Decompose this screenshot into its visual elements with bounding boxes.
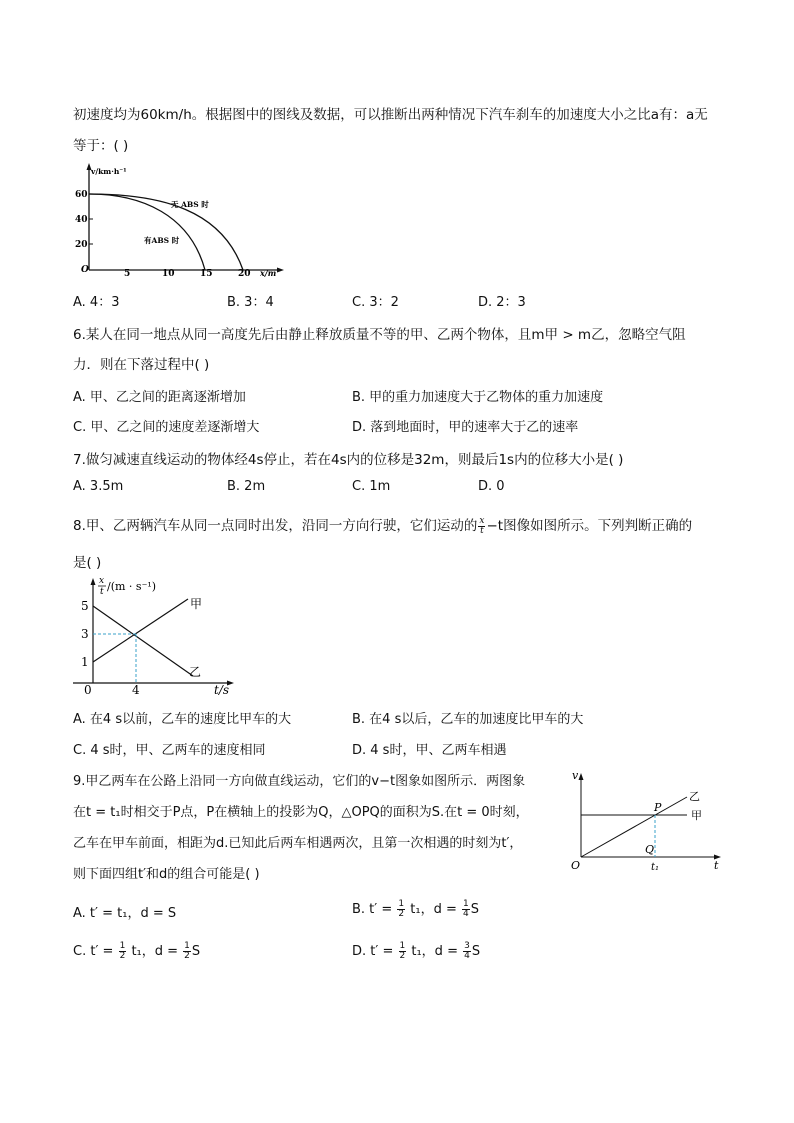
q8-xlabel: t/s (214, 683, 230, 697)
q9-option-d-post: S (471, 944, 481, 959)
q9-v-arrow (579, 773, 584, 780)
q9-vt-graph (567, 767, 730, 875)
q9-t1: t₁ (651, 862, 660, 873)
q9-point-q: Q (645, 843, 655, 856)
q9-option-b-mid: t₁，d = (410, 902, 457, 917)
q6-option-b[interactable]: B. 甲的重力加速度大于乙物体的重力加速度 (352, 390, 604, 405)
q6-stem-line2: 力．则在下落过程中( ) (73, 357, 210, 373)
q8-stem-line2: 是( ) (73, 555, 102, 571)
q9-tlabel: t (714, 859, 719, 872)
q5-xtick-15: 15 (200, 269, 213, 279)
q9-option-b[interactable] (352, 898, 479, 919)
q5-x-arrow (277, 268, 284, 273)
q9-line-yi (581, 797, 687, 857)
q5-ytick-40: 40 (75, 215, 88, 225)
q9-option-c[interactable] (73, 940, 200, 961)
q8-stem-fraction (478, 517, 485, 536)
q8-label-jia: 甲 (190, 597, 203, 611)
q7-option-a[interactable]: A. 3.5m (73, 479, 124, 494)
q5-origin: O (81, 265, 89, 275)
q9-vlabel: v (572, 769, 579, 782)
q8-line-yi (93, 606, 193, 676)
q9-option-d-frac2: $\frac{3}{4}$ (464, 941, 470, 961)
q5-stem-line2: 等于：( ) (73, 138, 129, 154)
q6-stem-line1: 6.某人在同一地点从同一高度先后由静止释放质量不等的甲、乙两个物体，且m甲 > m乙，忽略空气阻 (73, 327, 686, 343)
q9-option-d-mid: t₁，d = (411, 944, 458, 959)
q5-velocity-displacement-graph (72, 160, 292, 280)
q9-option-b-post: S (470, 902, 480, 917)
q9-option-b-frac2: $\frac{1}{4}$ (463, 899, 469, 919)
q8-ylabel: /(m · s⁻¹) (107, 580, 157, 593)
q8-ytick-1: 1 (81, 655, 89, 669)
q7-option-d[interactable]: D. 0 (478, 479, 505, 494)
q8-stem-part1: 8.甲、乙两辆汽车从同一点同时出发，沿同一方向行驶，它们运动的 (73, 518, 478, 534)
q9-stem-line1: 9.甲乙两车在公路上沿同一方向做直线运动，它们的v−t图象如图所示．两图象 (73, 774, 526, 789)
q6-option-c[interactable]: C. 甲、乙之间的速度差逐渐增大 (73, 420, 260, 435)
q7-option-c[interactable]: C. 1m (352, 479, 391, 494)
q8-frac-den: t (480, 525, 484, 536)
q5-option-c[interactable]: C. 3：2 (352, 295, 399, 310)
q7-stem: 7.做匀减速直线运动的物体经4s停止，若在4s内的位移是32m，则最后1s内的位移大小是( ) (73, 452, 624, 468)
q8-label-yi: 乙 (189, 665, 202, 679)
q8-ytick-3: 3 (81, 627, 89, 641)
q5-option-b[interactable]: B. 3：4 (227, 295, 274, 310)
q8-option-b[interactable]: B. 在4 s以后，乙车的加速度比甲车的大 (352, 712, 584, 727)
q5-ytick-60: 60 (75, 190, 88, 200)
q6-option-a[interactable]: A. 甲、乙之间的距离逐渐增加 (73, 390, 246, 405)
q5-ylabel: v/km·h⁻¹ (91, 167, 127, 176)
q5-xtick-5: 5 (124, 269, 131, 279)
q8-y-arrow (91, 578, 96, 585)
q8-ylabel-den: t (100, 587, 104, 597)
q9-option-a[interactable]: A. t′ = t₁，d = S (73, 906, 177, 921)
q6-option-d[interactable]: D. 落到地面时，甲的速率大于乙的速率 (352, 420, 579, 435)
q5-curve-no-abs (89, 194, 243, 270)
q5-option-a[interactable]: A. 4：3 (73, 295, 120, 310)
q5-label-no-abs: 无 ABS 时 (171, 200, 209, 209)
q8-stem-line1 (73, 514, 692, 536)
q9-label-jia: 甲 (691, 809, 702, 822)
q8-stem-part2: −t图像如图所示。下列判断正确的 (486, 518, 693, 534)
q8-line-jia (93, 599, 188, 662)
q7-option-b[interactable]: B. 2m (227, 479, 266, 494)
q9-option-c-mid: t₁，d = (131, 944, 179, 959)
q5-stem-line1: 初速度均为60km/h。根据图中的图线及数据，可以推断出两种情况下汽车刹车的加速度大小之比a有：a无 (73, 107, 708, 123)
q9-origin: O (571, 859, 581, 872)
q8-frac-num: x (479, 515, 485, 526)
q9-option-c-frac1: $\frac{1}{2}$ (119, 941, 126, 961)
q5-label-abs: 有ABS 时 (144, 236, 180, 245)
q9-option-d[interactable] (352, 940, 480, 961)
q9-option-c-frac2: $\frac{1}{2}$ (184, 941, 190, 961)
q8-xtick-4: 4 (132, 683, 140, 697)
q9-option-b-pre: B. t′ = (352, 902, 393, 917)
q8-option-d[interactable]: D. 4 s时，甲、乙两车相遇 (352, 743, 507, 758)
q5-option-d[interactable]: D. 2：3 (478, 295, 526, 310)
q8-ylabel-num: x (99, 576, 105, 586)
q9-option-c-post: S (191, 944, 201, 959)
q8-ytick-5: 5 (81, 599, 89, 613)
q9-point-p: P (654, 801, 662, 814)
q9-option-d-frac1: $\frac{1}{2}$ (399, 941, 406, 961)
q5-ytick-20: 20 (75, 240, 88, 250)
q9-option-d-pre: D. t′ = (352, 944, 394, 959)
q9-stem-line3: 乙车在甲车前面，相距为d.已知此后两车相遇两次，且第一次相遇的时刻为t′， (73, 836, 523, 851)
q5-xtick-20: 20 (238, 269, 251, 279)
q9-label-yi: 乙 (689, 790, 700, 803)
q9-option-c-pre: C. t′ = (73, 944, 114, 959)
q5-xlabel: x/m (260, 268, 277, 278)
q8-option-c[interactable]: C. 4 s时，甲、乙两车的速度相同 (73, 743, 266, 758)
q9-stem-line2: 在t = t₁时相交于P点，P在横轴上的投影为Q，△OPQ的面积为S.在t = 0时刻， (73, 805, 529, 820)
q9-stem-line4: 则下面四组t′和d的组合可能是( ) (73, 867, 260, 882)
q5-xtick-10: 10 (162, 269, 175, 279)
q9-option-b-frac1: $\frac{1}{2}$ (398, 899, 405, 919)
q8-option-a[interactable]: A. 在4 s以前，乙车的速度比甲车的大 (73, 712, 292, 727)
q8-xt-t-graph (70, 572, 240, 698)
q8-origin: 0 (84, 683, 92, 697)
